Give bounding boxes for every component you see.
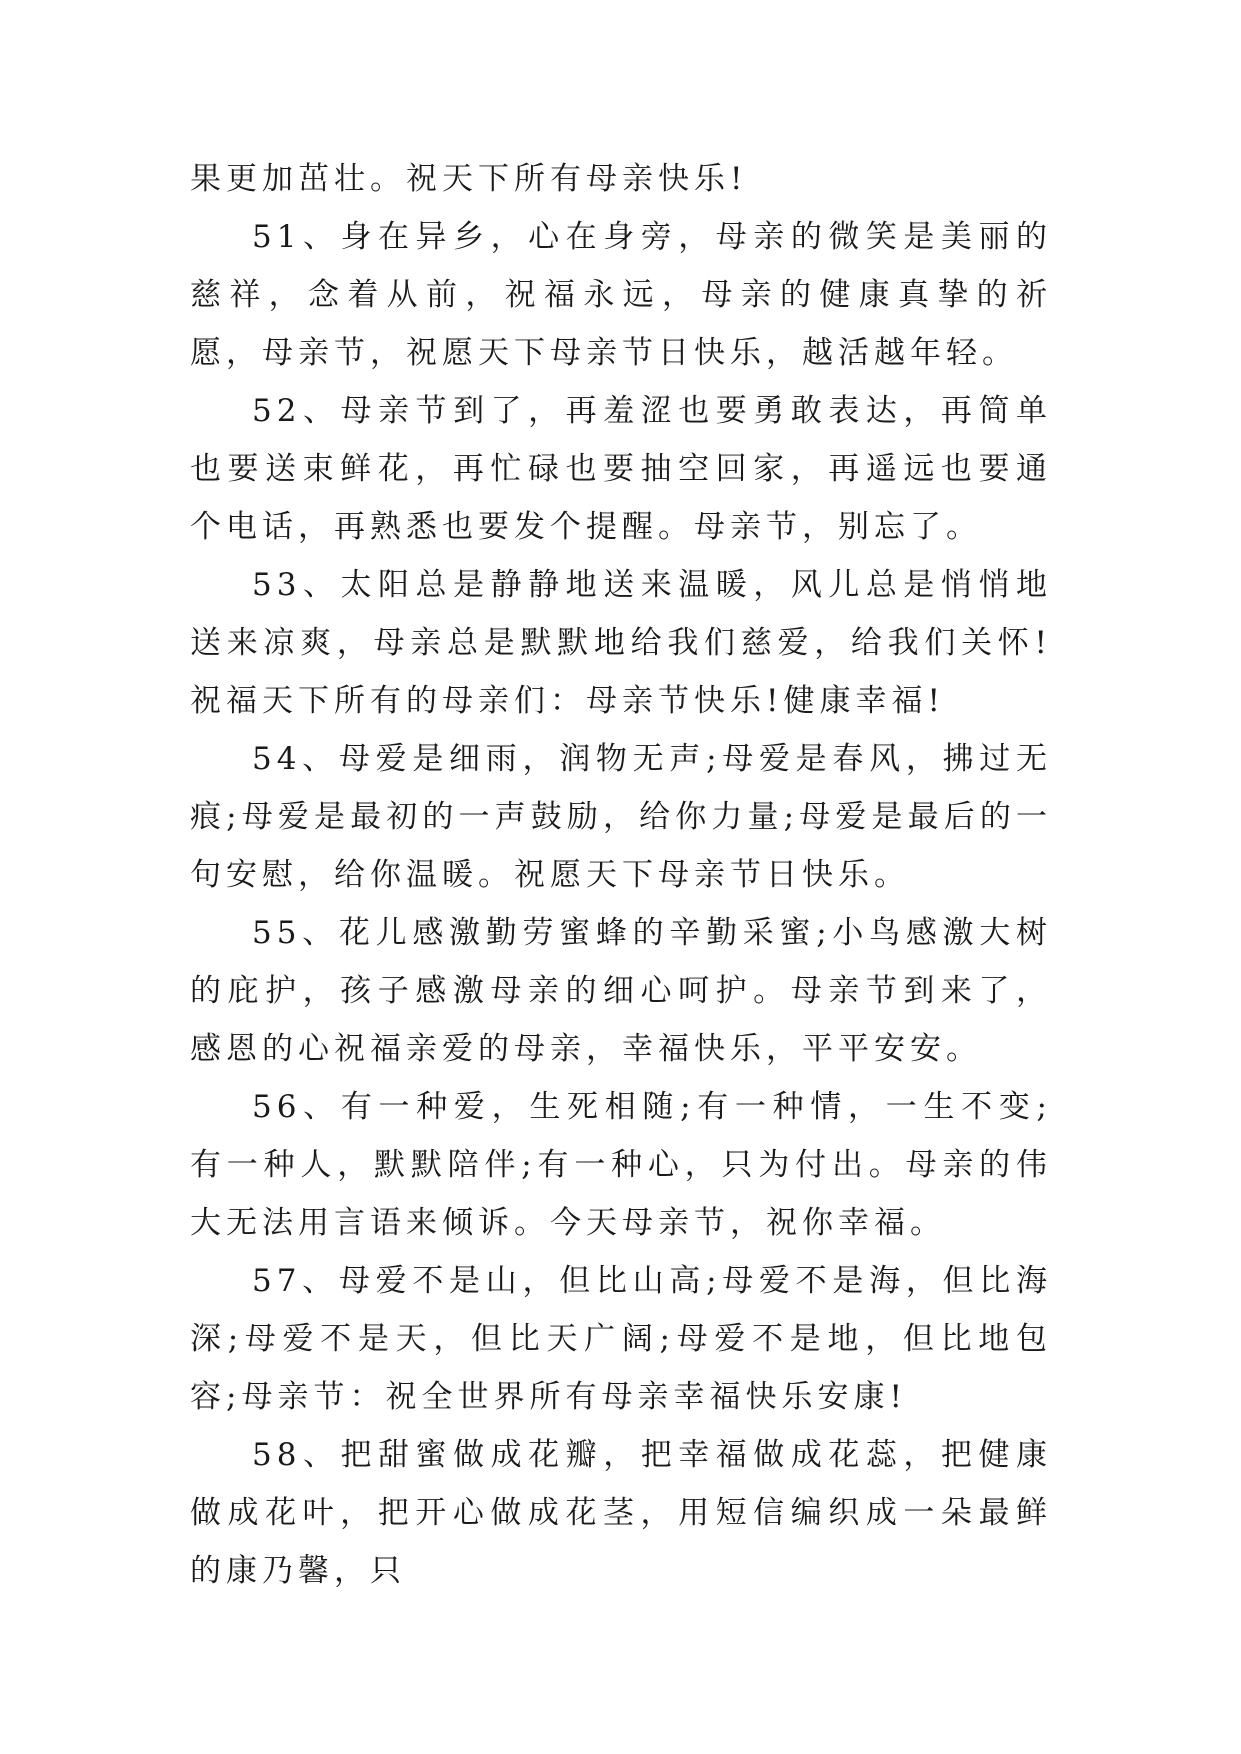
paragraph-57: 57、母爱不是山，但比山高;母爱不是海，但比海深;母爱不是天，但比天广阔;母爱不是地，但比地包容;母亲节：祝全世界所有母亲幸福快乐安康! [190,1263,1052,1415]
paragraph-continuation: 果更加茁壮。祝天下所有母亲快乐! [190,161,748,197]
paragraph-51: 51、身在异乡，心在身旁，母亲的微笑是美丽的慈祥，念着从前，祝福永远，母亲的健康真挚的祈愿，母亲节，祝愿天下母亲节日快乐，越活越年轻。 [190,219,1052,371]
paragraph-53: 53、太阳总是静静地送来温暖，风儿总是悄悄地送来凉爽，母亲总是默默地给我们慈爱，给我们关怀!祝福天下所有的母亲们：母亲节快乐!健康幸福! [190,567,1052,719]
paragraph-55: 55、花儿感激勤劳蜜蜂的辛勤采蜜;小鸟感激大树的庇护，孩子感激母亲的细心呵护。母亲节到来了，感恩的心祝福亲爱的母亲，幸福快乐，平平安安。 [190,915,1052,1067]
paragraph-58: 58、把甜蜜做成花瓣，把幸福做成花蕊，把健康做成花叶，把开心做成花茎，用短信编织成一朵最鲜的康乃馨，只 [190,1437,1052,1589]
paragraph-54: 54、母爱是细雨，润物无声;母爱是春风，拂过无痕;母爱是最初的一声鼓励，给你力量;母爱是最后的一句安慰，给你温暖。祝愿天下母亲节日快乐。 [190,741,1052,893]
document-page [190,150,1052,1600]
paragraph-52: 52、母亲节到了，再羞涩也要勇敢表达，再简单也要送束鲜花，再忙碌也要抽空回家，再遥远也要通个电话，再熟悉也要发个提醒。母亲节，别忘了。 [190,393,1052,545]
paragraph-56: 56、有一种爱，生死相随;有一种情，一生不变;有一种人，默默陪伴;有一种心，只为付出。母亲的伟大无法用言语来倾诉。今天母亲节，祝你幸福。 [190,1089,1052,1241]
